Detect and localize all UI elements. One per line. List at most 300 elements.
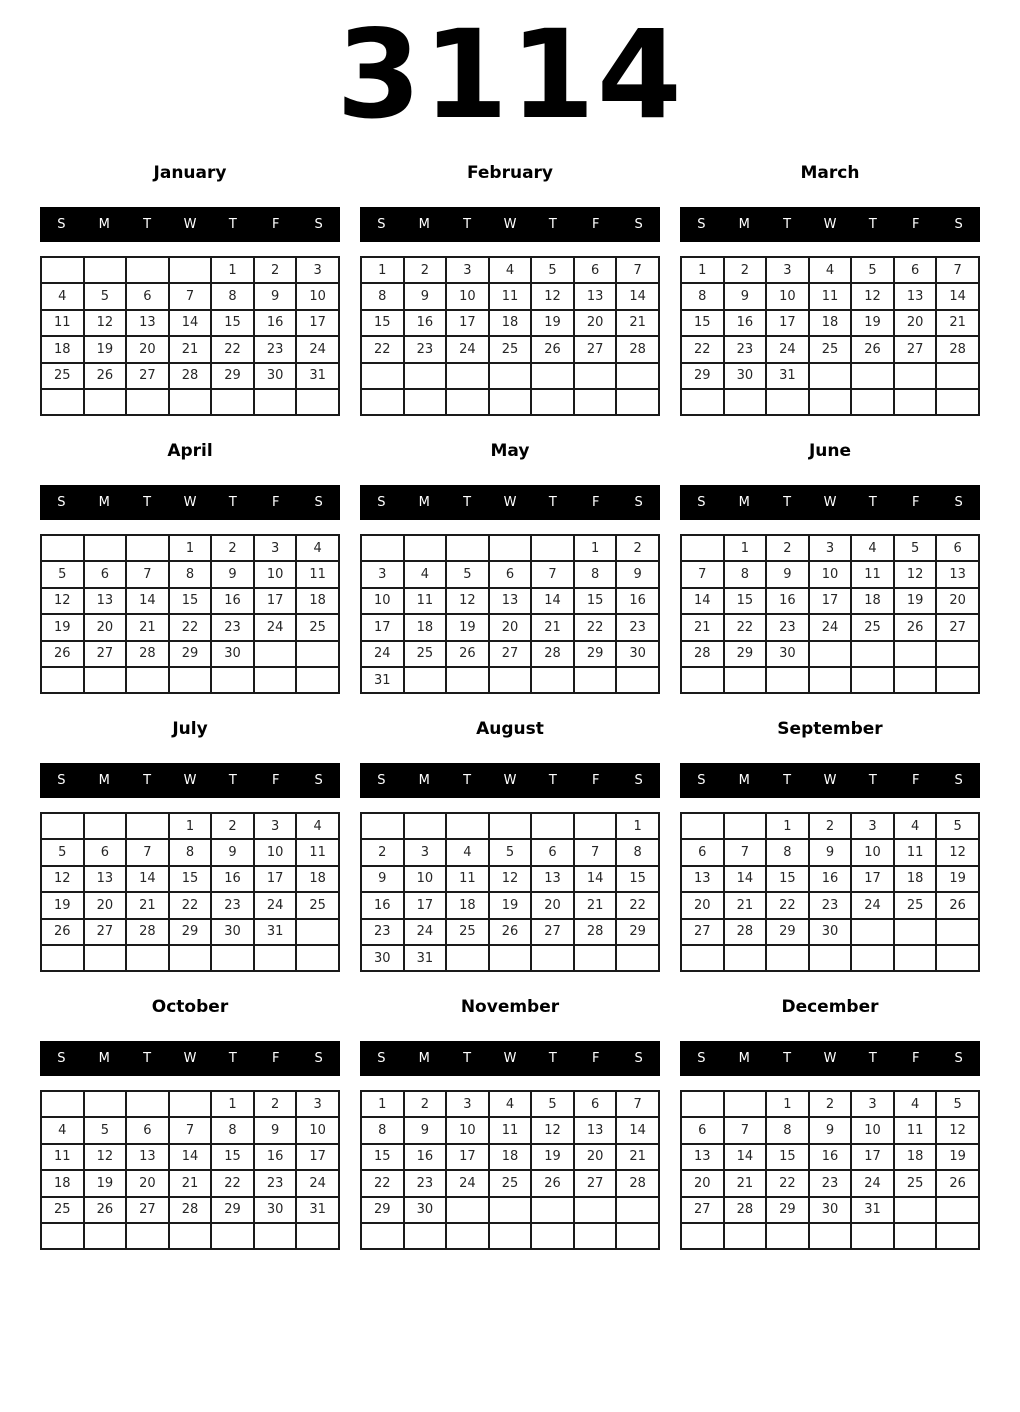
weekday-label: W — [183, 773, 197, 788]
day-cell: 5 — [936, 1091, 979, 1117]
day-cell: 17 — [446, 310, 489, 336]
day-cell: 27 — [894, 336, 937, 362]
day-cell: 13 — [936, 561, 979, 587]
day-cell: 24 — [851, 892, 894, 918]
weekday-label: S — [314, 495, 323, 510]
day-cell: 25 — [809, 336, 852, 362]
day-cell: 30 — [724, 363, 767, 389]
day-cell: 21 — [126, 892, 169, 918]
day-cell: 26 — [41, 919, 84, 945]
day-cell: 26 — [84, 363, 127, 389]
weekday-label: S — [57, 1051, 66, 1066]
day-cell: 8 — [361, 283, 404, 309]
day-cell: 8 — [766, 1117, 809, 1143]
weekday-header-bar — [680, 207, 980, 242]
day-cell: 17 — [254, 866, 297, 892]
day-cell: 31 — [766, 363, 809, 389]
week-row — [681, 283, 979, 309]
day-cell: 2 — [404, 257, 447, 283]
day-cell: 31 — [296, 1197, 339, 1223]
day-cell: 17 — [809, 588, 852, 614]
day-cell — [296, 945, 339, 971]
day-cell: 27 — [574, 1170, 617, 1196]
month-days-table — [40, 812, 340, 972]
day-cell — [446, 1197, 489, 1223]
day-cell — [574, 1197, 617, 1223]
weekday-label: W — [183, 495, 197, 510]
week-row — [681, 641, 979, 667]
day-cell: 9 — [616, 561, 659, 587]
week-row — [681, 1091, 979, 1117]
day-cell: 9 — [254, 283, 297, 309]
month-block — [40, 706, 340, 984]
day-cell: 3 — [361, 561, 404, 587]
day-cell: 10 — [851, 839, 894, 865]
day-cell: 4 — [296, 535, 339, 561]
weekday-label: T — [548, 495, 557, 510]
weekday-label: T — [143, 217, 152, 232]
day-cell: 4 — [41, 1117, 84, 1143]
week-row — [361, 1091, 659, 1117]
day-cell: 1 — [574, 535, 617, 561]
day-cell: 28 — [531, 641, 574, 667]
day-cell: 24 — [766, 336, 809, 362]
day-cell — [361, 535, 404, 561]
day-cell — [851, 919, 894, 945]
month-title: March — [800, 163, 860, 183]
day-cell: 26 — [489, 919, 532, 945]
day-cell: 31 — [254, 919, 297, 945]
month-days-table — [40, 1090, 340, 1250]
week-row — [681, 588, 979, 614]
day-cell: 21 — [169, 1170, 212, 1196]
day-cell: 12 — [84, 1144, 127, 1170]
day-cell — [724, 945, 767, 971]
month-days-table — [360, 812, 660, 972]
day-cell: 29 — [724, 641, 767, 667]
day-cell: 23 — [809, 892, 852, 918]
day-cell: 19 — [936, 1144, 979, 1170]
day-cell: 21 — [531, 614, 574, 640]
day-cell: 10 — [404, 866, 447, 892]
day-cell: 30 — [254, 1197, 297, 1223]
day-cell — [296, 389, 339, 415]
month-days-table — [40, 256, 340, 416]
day-cell: 11 — [809, 283, 852, 309]
day-cell — [894, 667, 937, 693]
weekday-label: T — [548, 1051, 557, 1066]
weekday-label: W — [823, 1051, 837, 1066]
day-cell — [254, 1223, 297, 1249]
day-cell: 2 — [254, 1091, 297, 1117]
weekday-label: F — [911, 773, 920, 788]
day-cell — [681, 1223, 724, 1249]
weekday-header-bar — [680, 763, 980, 798]
day-cell: 14 — [681, 588, 724, 614]
week-row — [41, 1223, 339, 1249]
day-cell — [531, 945, 574, 971]
day-cell: 11 — [296, 839, 339, 865]
day-cell: 17 — [361, 614, 404, 640]
day-cell: 2 — [766, 535, 809, 561]
day-cell: 5 — [531, 257, 574, 283]
day-cell: 9 — [809, 1117, 852, 1143]
day-cell: 6 — [936, 535, 979, 561]
weekday-label: F — [591, 495, 600, 510]
week-row — [361, 389, 659, 415]
day-cell: 2 — [404, 1091, 447, 1117]
day-cell: 1 — [211, 1091, 254, 1117]
day-cell: 3 — [851, 1091, 894, 1117]
weekday-label: M — [98, 773, 110, 788]
day-cell: 21 — [724, 892, 767, 918]
day-cell: 12 — [41, 866, 84, 892]
day-cell: 10 — [851, 1117, 894, 1143]
day-cell — [809, 667, 852, 693]
weekday-label: T — [783, 495, 792, 510]
day-cell — [531, 667, 574, 693]
day-cell: 12 — [489, 866, 532, 892]
day-cell — [894, 1197, 937, 1223]
day-cell: 22 — [724, 614, 767, 640]
day-cell: 25 — [41, 363, 84, 389]
day-cell: 30 — [809, 919, 852, 945]
day-cell: 18 — [296, 866, 339, 892]
day-cell: 7 — [724, 1117, 767, 1143]
weekday-label: S — [634, 217, 643, 232]
week-row — [361, 1170, 659, 1196]
day-cell: 19 — [531, 1144, 574, 1170]
day-cell: 5 — [894, 535, 937, 561]
day-cell: 3 — [254, 535, 297, 561]
weekday-label: T — [783, 217, 792, 232]
month-title: September — [777, 719, 883, 739]
day-cell: 20 — [84, 614, 127, 640]
day-cell: 21 — [126, 614, 169, 640]
day-cell: 6 — [894, 257, 937, 283]
weekday-label: W — [183, 217, 197, 232]
day-cell: 9 — [211, 561, 254, 587]
day-cell: 14 — [936, 283, 979, 309]
day-cell: 9 — [766, 561, 809, 587]
day-cell: 31 — [296, 363, 339, 389]
day-cell: 8 — [724, 561, 767, 587]
day-cell: 8 — [616, 839, 659, 865]
day-cell: 1 — [616, 813, 659, 839]
day-cell: 7 — [126, 561, 169, 587]
weekday-label: W — [503, 773, 517, 788]
week-row — [681, 614, 979, 640]
day-cell — [681, 945, 724, 971]
week-row — [41, 588, 339, 614]
day-cell: 26 — [84, 1197, 127, 1223]
day-cell: 31 — [404, 945, 447, 971]
day-cell: 4 — [41, 283, 84, 309]
weekday-label: M — [738, 1051, 750, 1066]
day-cell — [211, 1223, 254, 1249]
day-cell — [766, 667, 809, 693]
day-cell: 19 — [531, 310, 574, 336]
day-cell: 25 — [894, 892, 937, 918]
week-row — [681, 1197, 979, 1223]
day-cell: 30 — [616, 641, 659, 667]
weekday-label: S — [314, 773, 323, 788]
day-cell: 22 — [616, 892, 659, 918]
day-cell: 29 — [361, 1197, 404, 1223]
day-cell: 14 — [531, 588, 574, 614]
weekday-label: S — [697, 773, 706, 788]
day-cell — [126, 389, 169, 415]
day-cell: 8 — [211, 283, 254, 309]
day-cell — [489, 1223, 532, 1249]
day-cell — [531, 1223, 574, 1249]
day-cell — [531, 1197, 574, 1223]
day-cell: 22 — [681, 336, 724, 362]
weekday-label: S — [377, 773, 386, 788]
week-row — [361, 310, 659, 336]
week-row — [41, 389, 339, 415]
day-cell: 20 — [489, 614, 532, 640]
week-row — [41, 945, 339, 971]
day-cell: 8 — [169, 839, 212, 865]
day-cell: 30 — [254, 363, 297, 389]
day-cell: 28 — [616, 1170, 659, 1196]
weekday-label: T — [868, 217, 877, 232]
day-cell: 23 — [809, 1170, 852, 1196]
day-cell: 15 — [169, 866, 212, 892]
weekday-label: S — [697, 495, 706, 510]
day-cell: 15 — [681, 310, 724, 336]
week-row — [361, 535, 659, 561]
month-block — [40, 984, 340, 1262]
week-row — [41, 1144, 339, 1170]
day-cell: 13 — [84, 588, 127, 614]
week-row — [681, 310, 979, 336]
month-title: February — [466, 163, 554, 183]
day-cell: 14 — [169, 1144, 212, 1170]
day-cell — [211, 389, 254, 415]
day-cell: 1 — [361, 1091, 404, 1117]
day-cell — [574, 389, 617, 415]
day-cell — [851, 945, 894, 971]
week-row — [361, 283, 659, 309]
weekday-header-bar — [680, 1041, 980, 1076]
day-cell: 14 — [724, 1144, 767, 1170]
day-cell: 28 — [724, 1197, 767, 1223]
weekday-label: S — [954, 495, 963, 510]
weekday-label: M — [418, 495, 430, 510]
week-row — [41, 535, 339, 561]
day-cell: 7 — [574, 839, 617, 865]
day-cell — [41, 1091, 84, 1117]
day-cell — [936, 919, 979, 945]
weekday-label: M — [738, 217, 750, 232]
weekday-label: F — [271, 217, 280, 232]
week-row — [41, 839, 339, 865]
day-cell — [681, 667, 724, 693]
day-cell: 16 — [809, 1144, 852, 1170]
day-cell: 24 — [809, 614, 852, 640]
weekday-label: S — [634, 1051, 643, 1066]
day-cell: 13 — [531, 866, 574, 892]
day-cell: 27 — [936, 614, 979, 640]
day-cell: 3 — [404, 839, 447, 865]
day-cell: 25 — [296, 614, 339, 640]
day-cell — [936, 667, 979, 693]
week-row — [361, 839, 659, 865]
day-cell — [616, 667, 659, 693]
day-cell — [936, 1197, 979, 1223]
day-cell — [809, 945, 852, 971]
day-cell: 20 — [681, 1170, 724, 1196]
day-cell: 10 — [296, 1117, 339, 1143]
day-cell — [616, 363, 659, 389]
weekday-label: T — [463, 773, 472, 788]
weekday-label: S — [377, 1051, 386, 1066]
week-row — [361, 667, 659, 693]
day-cell: 1 — [211, 257, 254, 283]
day-cell — [851, 1223, 894, 1249]
weekday-label: S — [697, 1051, 706, 1066]
day-cell: 13 — [681, 1144, 724, 1170]
day-cell — [446, 813, 489, 839]
day-cell: 4 — [851, 535, 894, 561]
day-cell: 14 — [169, 310, 212, 336]
day-cell — [681, 1091, 724, 1117]
day-cell — [809, 641, 852, 667]
weekday-label: S — [314, 217, 323, 232]
weekday-label: F — [911, 1051, 920, 1066]
month-block — [680, 150, 980, 428]
day-cell: 22 — [169, 892, 212, 918]
day-cell — [41, 535, 84, 561]
day-cell — [851, 389, 894, 415]
weekday-header-bar — [40, 485, 340, 520]
day-cell: 27 — [84, 919, 127, 945]
day-cell — [169, 257, 212, 283]
day-cell: 6 — [681, 839, 724, 865]
day-cell: 16 — [724, 310, 767, 336]
week-row — [361, 1197, 659, 1223]
day-cell — [446, 389, 489, 415]
day-cell: 12 — [41, 588, 84, 614]
day-cell — [531, 389, 574, 415]
day-cell — [574, 945, 617, 971]
day-cell: 28 — [169, 363, 212, 389]
day-cell: 28 — [616, 336, 659, 362]
day-cell — [84, 389, 127, 415]
day-cell: 15 — [616, 866, 659, 892]
day-cell: 2 — [211, 813, 254, 839]
day-cell: 12 — [851, 283, 894, 309]
weekday-label: M — [738, 495, 750, 510]
week-row — [41, 614, 339, 640]
day-cell: 15 — [169, 588, 212, 614]
day-cell: 10 — [766, 283, 809, 309]
day-cell: 1 — [766, 1091, 809, 1117]
weekday-label: M — [98, 217, 110, 232]
month-block — [680, 984, 980, 1262]
day-cell: 8 — [211, 1117, 254, 1143]
week-row — [681, 667, 979, 693]
day-cell: 20 — [126, 336, 169, 362]
day-cell: 28 — [574, 919, 617, 945]
day-cell: 10 — [361, 588, 404, 614]
day-cell: 6 — [126, 1117, 169, 1143]
day-cell: 17 — [296, 1144, 339, 1170]
week-row — [361, 1117, 659, 1143]
day-cell — [724, 389, 767, 415]
day-cell — [894, 389, 937, 415]
day-cell: 20 — [531, 892, 574, 918]
day-cell: 17 — [296, 310, 339, 336]
day-cell — [361, 389, 404, 415]
day-cell: 5 — [489, 839, 532, 865]
weekday-label: S — [57, 773, 66, 788]
day-cell: 19 — [84, 1170, 127, 1196]
day-cell: 16 — [361, 892, 404, 918]
day-cell: 4 — [489, 1091, 532, 1117]
day-cell: 2 — [616, 535, 659, 561]
day-cell: 5 — [446, 561, 489, 587]
day-cell: 18 — [489, 310, 532, 336]
day-cell: 1 — [681, 257, 724, 283]
day-cell: 16 — [809, 866, 852, 892]
day-cell: 9 — [254, 1117, 297, 1143]
day-cell: 29 — [766, 919, 809, 945]
week-row — [41, 641, 339, 667]
day-cell: 16 — [254, 1144, 297, 1170]
weekday-label: W — [503, 217, 517, 232]
day-cell: 19 — [41, 614, 84, 640]
day-cell: 23 — [616, 614, 659, 640]
month-block — [360, 984, 660, 1262]
day-cell: 1 — [724, 535, 767, 561]
weekday-label: W — [503, 1051, 517, 1066]
weekday-label: T — [143, 1051, 152, 1066]
weekday-header-bar — [40, 1041, 340, 1076]
day-cell — [851, 641, 894, 667]
weekday-label: M — [98, 495, 110, 510]
day-cell: 20 — [574, 310, 617, 336]
day-cell — [404, 1223, 447, 1249]
day-cell — [404, 389, 447, 415]
weekday-label: S — [377, 495, 386, 510]
day-cell: 7 — [169, 1117, 212, 1143]
month-block — [360, 150, 660, 428]
day-cell: 15 — [766, 866, 809, 892]
day-cell: 12 — [531, 283, 574, 309]
weekday-label: W — [503, 495, 517, 510]
day-cell: 23 — [254, 336, 297, 362]
day-cell: 22 — [169, 614, 212, 640]
day-cell: 4 — [809, 257, 852, 283]
week-row — [41, 892, 339, 918]
day-cell: 24 — [446, 1170, 489, 1196]
day-cell: 6 — [681, 1117, 724, 1143]
day-cell: 25 — [894, 1170, 937, 1196]
day-cell: 24 — [404, 919, 447, 945]
day-cell: 6 — [84, 839, 127, 865]
day-cell — [531, 363, 574, 389]
day-cell — [809, 1223, 852, 1249]
day-cell: 18 — [809, 310, 852, 336]
day-cell — [724, 1091, 767, 1117]
day-cell: 25 — [489, 1170, 532, 1196]
week-row — [41, 1170, 339, 1196]
day-cell: 28 — [724, 919, 767, 945]
day-cell: 22 — [361, 336, 404, 362]
